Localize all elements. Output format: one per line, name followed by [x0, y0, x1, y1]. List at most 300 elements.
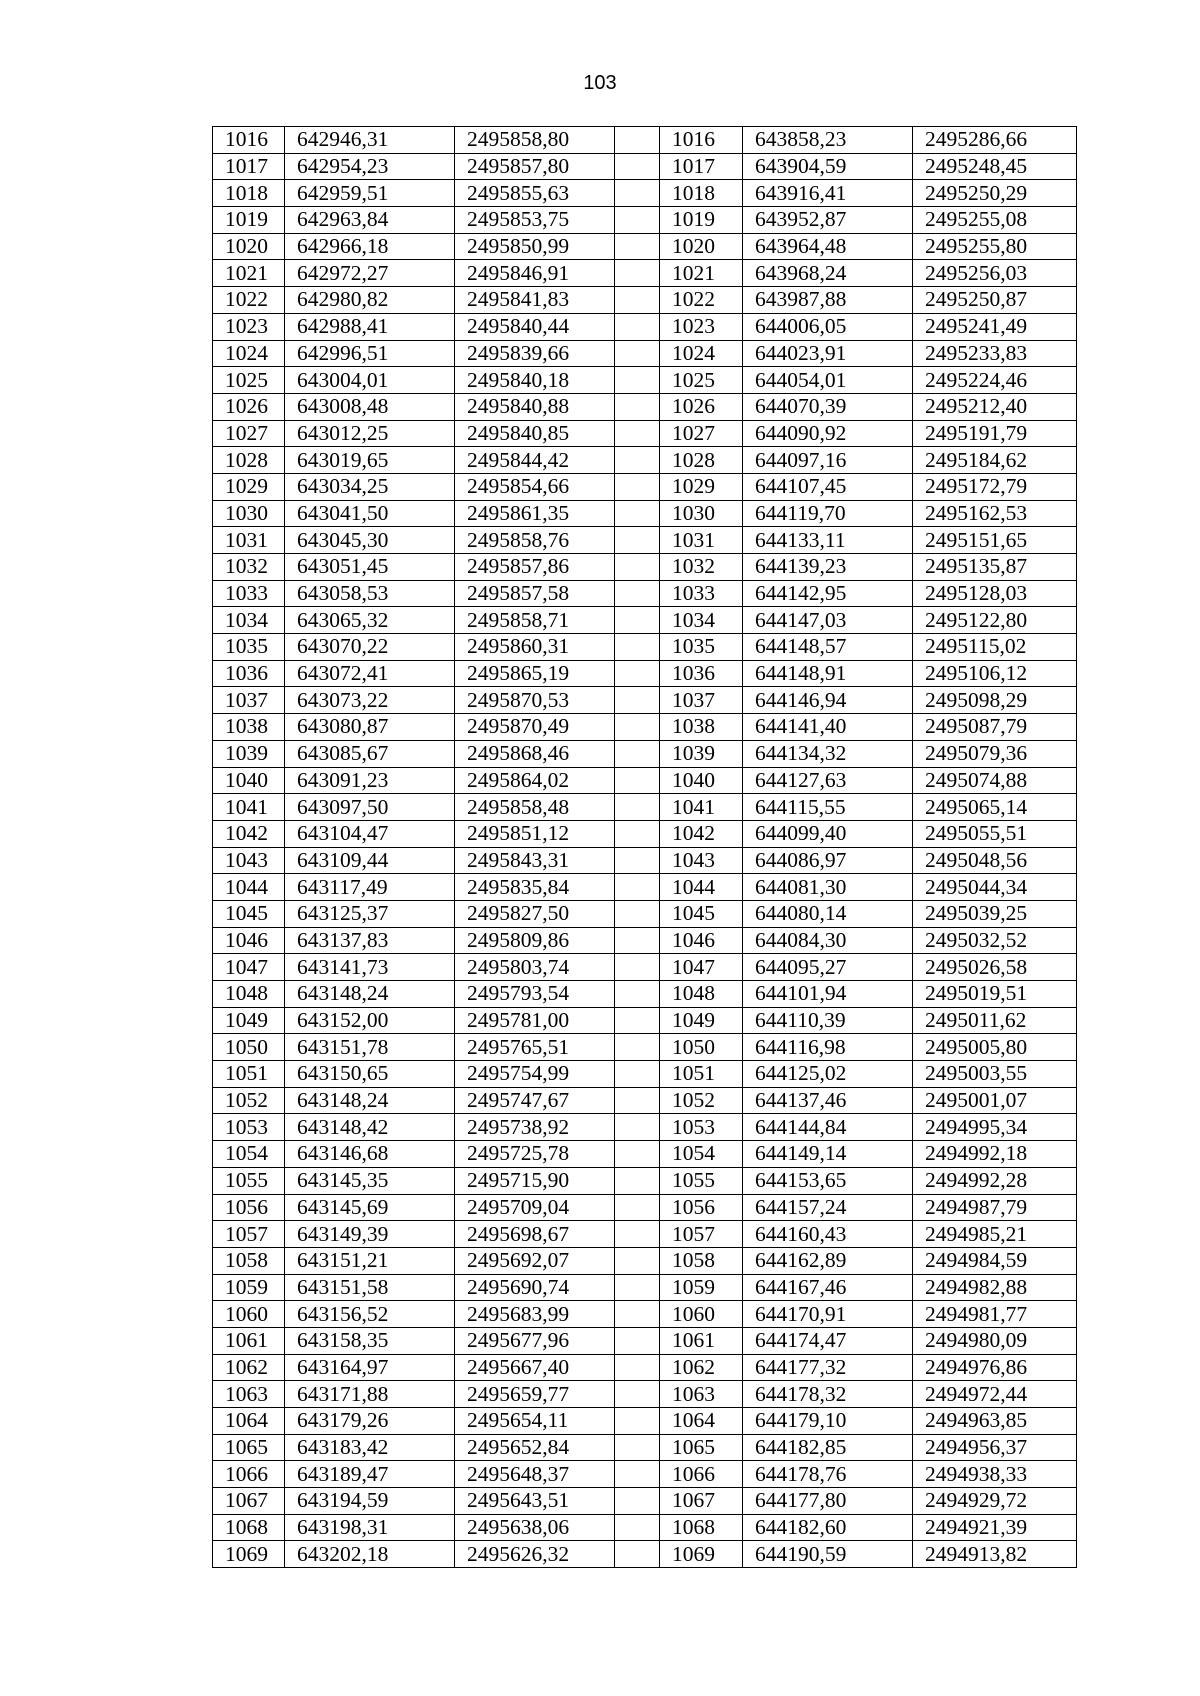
left-x-coordinate-cell: 643058,53	[285, 580, 455, 607]
table-row	[213, 1488, 1077, 1515]
right-point-number-cell: 1040	[660, 767, 743, 794]
left-y-coordinate-cell: 2495857,80	[455, 153, 615, 180]
right-point-number-cell: 1017	[660, 153, 743, 180]
right-point-number-cell: 1057	[660, 1221, 743, 1248]
left-x-coordinate-cell: 642988,41	[285, 313, 455, 340]
right-y-coordinate-cell: 2494992,28	[913, 1167, 1077, 1194]
right-point-number-cell: 1024	[660, 340, 743, 367]
right-x-coordinate-cell: 644148,91	[743, 660, 913, 687]
left-point-number-cell: 1051	[213, 1061, 285, 1088]
right-x-coordinate-cell: 644084,30	[743, 927, 913, 954]
right-y-coordinate-cell: 2495256,03	[913, 260, 1077, 287]
spacer-cell	[615, 660, 660, 687]
left-point-number-cell: 1021	[213, 260, 285, 287]
left-y-coordinate-cell: 2495840,18	[455, 367, 615, 394]
left-x-coordinate-cell: 643183,42	[285, 1434, 455, 1461]
right-x-coordinate-cell: 644086,97	[743, 847, 913, 874]
right-x-coordinate-cell: 644090,92	[743, 420, 913, 447]
left-x-coordinate-cell: 643004,01	[285, 367, 455, 394]
left-x-coordinate-cell: 642996,51	[285, 340, 455, 367]
left-point-number-cell: 1026	[213, 393, 285, 420]
left-point-number-cell: 1037	[213, 687, 285, 714]
coordinates-table-body	[213, 127, 1077, 1568]
left-x-coordinate-cell: 643164,97	[285, 1354, 455, 1381]
left-y-coordinate-cell: 2495870,49	[455, 714, 615, 741]
left-y-coordinate-cell: 2495851,12	[455, 820, 615, 847]
table-row	[213, 447, 1077, 474]
table-row	[213, 1461, 1077, 1488]
left-x-coordinate-cell: 643051,45	[285, 554, 455, 581]
spacer-cell	[615, 900, 660, 927]
table-row	[213, 1434, 1077, 1461]
spacer-cell	[615, 1141, 660, 1168]
left-point-number-cell: 1038	[213, 714, 285, 741]
left-point-number-cell: 1049	[213, 1007, 285, 1034]
spacer-cell	[615, 287, 660, 314]
spacer-cell	[615, 500, 660, 527]
left-point-number-cell: 1025	[213, 367, 285, 394]
spacer-cell	[615, 927, 660, 954]
right-point-number-cell: 1019	[660, 207, 743, 234]
right-y-coordinate-cell: 2495224,46	[913, 367, 1077, 394]
left-y-coordinate-cell: 2495754,99	[455, 1061, 615, 1088]
right-x-coordinate-cell: 644182,85	[743, 1434, 913, 1461]
left-y-coordinate-cell: 2495854,66	[455, 473, 615, 500]
left-y-coordinate-cell: 2495738,92	[455, 1114, 615, 1141]
left-y-coordinate-cell: 2495781,00	[455, 1007, 615, 1034]
spacer-cell	[615, 367, 660, 394]
left-point-number-cell: 1017	[213, 153, 285, 180]
left-y-coordinate-cell: 2495857,86	[455, 554, 615, 581]
left-x-coordinate-cell: 643171,88	[285, 1381, 455, 1408]
right-point-number-cell: 1034	[660, 607, 743, 634]
table-row	[213, 740, 1077, 767]
spacer-cell	[615, 1274, 660, 1301]
left-point-number-cell: 1032	[213, 554, 285, 581]
left-point-number-cell: 1062	[213, 1354, 285, 1381]
spacer-cell	[615, 1301, 660, 1328]
right-y-coordinate-cell: 2494981,77	[913, 1301, 1077, 1328]
right-y-coordinate-cell: 2495151,65	[913, 527, 1077, 554]
left-y-coordinate-cell: 2495638,06	[455, 1514, 615, 1541]
right-y-coordinate-cell: 2494984,59	[913, 1247, 1077, 1274]
right-x-coordinate-cell: 644119,70	[743, 500, 913, 527]
table-row	[213, 874, 1077, 901]
page-number: 103	[583, 72, 617, 94]
spacer-cell	[615, 473, 660, 500]
table-row	[213, 127, 1077, 154]
table-row	[213, 847, 1077, 874]
left-y-coordinate-cell: 2495747,67	[455, 1087, 615, 1114]
right-x-coordinate-cell: 644101,94	[743, 981, 913, 1008]
left-y-coordinate-cell: 2495844,42	[455, 447, 615, 474]
left-x-coordinate-cell: 643109,44	[285, 847, 455, 874]
left-x-coordinate-cell: 643141,73	[285, 954, 455, 981]
left-point-number-cell: 1020	[213, 233, 285, 260]
right-point-number-cell: 1045	[660, 900, 743, 927]
right-x-coordinate-cell: 644148,57	[743, 634, 913, 661]
left-point-number-cell: 1058	[213, 1247, 285, 1274]
table-row	[213, 954, 1077, 981]
left-y-coordinate-cell: 2495841,83	[455, 287, 615, 314]
table-row	[213, 1354, 1077, 1381]
left-point-number-cell: 1027	[213, 420, 285, 447]
table-row	[213, 981, 1077, 1008]
table-row	[213, 367, 1077, 394]
spacer-cell	[615, 393, 660, 420]
left-point-number-cell: 1046	[213, 927, 285, 954]
left-point-number-cell: 1036	[213, 660, 285, 687]
table-row	[213, 900, 1077, 927]
right-x-coordinate-cell: 644190,59	[743, 1541, 913, 1568]
left-x-coordinate-cell: 643146,68	[285, 1141, 455, 1168]
right-point-number-cell: 1059	[660, 1274, 743, 1301]
right-point-number-cell: 1068	[660, 1514, 743, 1541]
right-x-coordinate-cell: 644116,98	[743, 1034, 913, 1061]
left-x-coordinate-cell: 643158,35	[285, 1327, 455, 1354]
right-y-coordinate-cell: 2495003,55	[913, 1061, 1077, 1088]
spacer-cell	[615, 1247, 660, 1274]
right-x-coordinate-cell: 644174,47	[743, 1327, 913, 1354]
left-x-coordinate-cell: 643198,31	[285, 1514, 455, 1541]
right-x-coordinate-cell: 644146,94	[743, 687, 913, 714]
right-point-number-cell: 1050	[660, 1034, 743, 1061]
left-y-coordinate-cell: 2495648,37	[455, 1461, 615, 1488]
left-x-coordinate-cell: 643156,52	[285, 1301, 455, 1328]
right-x-coordinate-cell: 644006,05	[743, 313, 913, 340]
left-point-number-cell: 1067	[213, 1488, 285, 1515]
table-row	[213, 1247, 1077, 1274]
spacer-cell	[615, 180, 660, 207]
right-point-number-cell: 1043	[660, 847, 743, 874]
spacer-cell	[615, 1408, 660, 1435]
spacer-cell	[615, 447, 660, 474]
left-point-number-cell: 1035	[213, 634, 285, 661]
left-x-coordinate-cell: 643072,41	[285, 660, 455, 687]
left-point-number-cell: 1040	[213, 767, 285, 794]
left-point-number-cell: 1053	[213, 1114, 285, 1141]
left-x-coordinate-cell: 643045,30	[285, 527, 455, 554]
right-point-number-cell: 1056	[660, 1194, 743, 1221]
right-y-coordinate-cell: 2495106,12	[913, 660, 1077, 687]
table-row	[213, 527, 1077, 554]
left-x-coordinate-cell: 643073,22	[285, 687, 455, 714]
left-x-coordinate-cell: 642972,27	[285, 260, 455, 287]
right-point-number-cell: 1044	[660, 874, 743, 901]
right-point-number-cell: 1039	[660, 740, 743, 767]
left-point-number-cell: 1018	[213, 180, 285, 207]
spacer-cell	[615, 1461, 660, 1488]
left-point-number-cell: 1068	[213, 1514, 285, 1541]
left-x-coordinate-cell: 643012,25	[285, 420, 455, 447]
right-x-coordinate-cell: 644081,30	[743, 874, 913, 901]
left-x-coordinate-cell: 643148,42	[285, 1114, 455, 1141]
spacer-cell	[615, 1087, 660, 1114]
right-y-coordinate-cell: 2494938,33	[913, 1461, 1077, 1488]
left-point-number-cell: 1033	[213, 580, 285, 607]
left-point-number-cell: 1056	[213, 1194, 285, 1221]
left-point-number-cell: 1030	[213, 500, 285, 527]
table-row	[213, 660, 1077, 687]
left-x-coordinate-cell: 643070,22	[285, 634, 455, 661]
left-y-coordinate-cell: 2495840,44	[455, 313, 615, 340]
table-row	[213, 687, 1077, 714]
left-point-number-cell: 1043	[213, 847, 285, 874]
right-point-number-cell: 1063	[660, 1381, 743, 1408]
right-y-coordinate-cell: 2495255,08	[913, 207, 1077, 234]
left-x-coordinate-cell: 643041,50	[285, 500, 455, 527]
left-x-coordinate-cell: 643080,87	[285, 714, 455, 741]
right-y-coordinate-cell: 2495191,79	[913, 420, 1077, 447]
left-y-coordinate-cell: 2495840,88	[455, 393, 615, 420]
left-x-coordinate-cell: 643085,67	[285, 740, 455, 767]
right-x-coordinate-cell: 644160,43	[743, 1221, 913, 1248]
right-x-coordinate-cell: 644142,95	[743, 580, 913, 607]
table-row	[213, 233, 1077, 260]
table-row	[213, 794, 1077, 821]
left-point-number-cell: 1028	[213, 447, 285, 474]
right-x-coordinate-cell: 644144,84	[743, 1114, 913, 1141]
right-y-coordinate-cell: 2495248,45	[913, 153, 1077, 180]
spacer-cell	[615, 1194, 660, 1221]
right-y-coordinate-cell: 2494982,88	[913, 1274, 1077, 1301]
right-x-coordinate-cell: 643858,23	[743, 127, 913, 154]
table-row	[213, 1007, 1077, 1034]
right-y-coordinate-cell: 2495074,88	[913, 767, 1077, 794]
left-point-number-cell: 1064	[213, 1408, 285, 1435]
left-y-coordinate-cell: 2495858,48	[455, 794, 615, 821]
right-x-coordinate-cell: 644107,45	[743, 473, 913, 500]
left-point-number-cell: 1024	[213, 340, 285, 367]
left-point-number-cell: 1016	[213, 127, 285, 154]
spacer-cell	[615, 527, 660, 554]
right-y-coordinate-cell: 2495098,29	[913, 687, 1077, 714]
left-y-coordinate-cell: 2495864,02	[455, 767, 615, 794]
left-x-coordinate-cell: 643151,58	[285, 1274, 455, 1301]
left-point-number-cell: 1057	[213, 1221, 285, 1248]
right-point-number-cell: 1067	[660, 1488, 743, 1515]
left-y-coordinate-cell: 2495709,04	[455, 1194, 615, 1221]
right-y-coordinate-cell: 2494913,82	[913, 1541, 1077, 1568]
left-x-coordinate-cell: 642980,82	[285, 287, 455, 314]
right-x-coordinate-cell: 644139,23	[743, 554, 913, 581]
left-point-number-cell: 1054	[213, 1141, 285, 1168]
spacer-cell	[615, 1434, 660, 1461]
left-x-coordinate-cell: 643019,65	[285, 447, 455, 474]
right-x-coordinate-cell: 644178,76	[743, 1461, 913, 1488]
right-y-coordinate-cell: 2494956,37	[913, 1434, 1077, 1461]
spacer-cell	[615, 954, 660, 981]
right-y-coordinate-cell: 2495212,40	[913, 393, 1077, 420]
right-y-coordinate-cell: 2494929,72	[913, 1488, 1077, 1515]
table-row	[213, 607, 1077, 634]
right-point-number-cell: 1031	[660, 527, 743, 554]
left-y-coordinate-cell: 2495626,32	[455, 1541, 615, 1568]
left-x-coordinate-cell: 643148,24	[285, 1087, 455, 1114]
right-point-number-cell: 1029	[660, 473, 743, 500]
table-row	[213, 180, 1077, 207]
table-row	[213, 714, 1077, 741]
left-x-coordinate-cell: 643104,47	[285, 820, 455, 847]
right-point-number-cell: 1030	[660, 500, 743, 527]
table-row	[213, 1167, 1077, 1194]
left-x-coordinate-cell: 643145,35	[285, 1167, 455, 1194]
left-y-coordinate-cell: 2495858,76	[455, 527, 615, 554]
right-y-coordinate-cell: 2495233,83	[913, 340, 1077, 367]
left-y-coordinate-cell: 2495793,54	[455, 981, 615, 1008]
right-x-coordinate-cell: 644141,40	[743, 714, 913, 741]
left-point-number-cell: 1069	[213, 1541, 285, 1568]
right-point-number-cell: 1051	[660, 1061, 743, 1088]
right-point-number-cell: 1058	[660, 1247, 743, 1274]
right-point-number-cell: 1055	[660, 1167, 743, 1194]
right-y-coordinate-cell: 2495055,51	[913, 820, 1077, 847]
right-point-number-cell: 1037	[660, 687, 743, 714]
left-x-coordinate-cell: 642954,23	[285, 153, 455, 180]
left-y-coordinate-cell: 2495659,77	[455, 1381, 615, 1408]
left-point-number-cell: 1039	[213, 740, 285, 767]
right-x-coordinate-cell: 644099,40	[743, 820, 913, 847]
right-y-coordinate-cell: 2494995,34	[913, 1114, 1077, 1141]
left-x-coordinate-cell: 642946,31	[285, 127, 455, 154]
right-point-number-cell: 1021	[660, 260, 743, 287]
right-point-number-cell: 1018	[660, 180, 743, 207]
table-row	[213, 1301, 1077, 1328]
left-y-coordinate-cell: 2495715,90	[455, 1167, 615, 1194]
right-x-coordinate-cell: 644178,32	[743, 1381, 913, 1408]
left-y-coordinate-cell: 2495865,19	[455, 660, 615, 687]
right-x-coordinate-cell: 643952,87	[743, 207, 913, 234]
right-point-number-cell: 1025	[660, 367, 743, 394]
left-x-coordinate-cell: 643149,39	[285, 1221, 455, 1248]
left-point-number-cell: 1044	[213, 874, 285, 901]
spacer-cell	[615, 1514, 660, 1541]
right-point-number-cell: 1028	[660, 447, 743, 474]
right-point-number-cell: 1065	[660, 1434, 743, 1461]
left-point-number-cell: 1034	[213, 607, 285, 634]
spacer-cell	[615, 580, 660, 607]
right-y-coordinate-cell: 2495079,36	[913, 740, 1077, 767]
left-x-coordinate-cell: 643152,00	[285, 1007, 455, 1034]
right-point-number-cell: 1066	[660, 1461, 743, 1488]
right-point-number-cell: 1032	[660, 554, 743, 581]
table-row	[213, 153, 1077, 180]
left-y-coordinate-cell: 2495654,11	[455, 1408, 615, 1435]
table-row	[213, 473, 1077, 500]
left-y-coordinate-cell: 2495853,75	[455, 207, 615, 234]
left-x-coordinate-cell: 642963,84	[285, 207, 455, 234]
table-row	[213, 1221, 1077, 1248]
right-x-coordinate-cell: 644153,65	[743, 1167, 913, 1194]
left-y-coordinate-cell: 2495643,51	[455, 1488, 615, 1515]
left-point-number-cell: 1047	[213, 954, 285, 981]
left-x-coordinate-cell: 643097,50	[285, 794, 455, 821]
left-point-number-cell: 1048	[213, 981, 285, 1008]
right-point-number-cell: 1069	[660, 1541, 743, 1568]
right-y-coordinate-cell: 2494921,39	[913, 1514, 1077, 1541]
right-point-number-cell: 1036	[660, 660, 743, 687]
left-y-coordinate-cell: 2495725,78	[455, 1141, 615, 1168]
right-point-number-cell: 1061	[660, 1327, 743, 1354]
spacer-cell	[615, 740, 660, 767]
right-y-coordinate-cell: 2495128,03	[913, 580, 1077, 607]
left-x-coordinate-cell: 643125,37	[285, 900, 455, 927]
spacer-cell	[615, 313, 660, 340]
left-x-coordinate-cell: 643202,18	[285, 1541, 455, 1568]
right-y-coordinate-cell: 2494976,86	[913, 1354, 1077, 1381]
right-y-coordinate-cell: 2495011,62	[913, 1007, 1077, 1034]
left-point-number-cell: 1023	[213, 313, 285, 340]
right-point-number-cell: 1026	[660, 393, 743, 420]
right-y-coordinate-cell: 2495087,79	[913, 714, 1077, 741]
right-x-coordinate-cell: 644054,01	[743, 367, 913, 394]
spacer-cell	[615, 1114, 660, 1141]
right-x-coordinate-cell: 644110,39	[743, 1007, 913, 1034]
spacer-cell	[615, 1167, 660, 1194]
right-x-coordinate-cell: 644167,46	[743, 1274, 913, 1301]
right-y-coordinate-cell: 2495001,07	[913, 1087, 1077, 1114]
right-y-coordinate-cell: 2495026,58	[913, 954, 1077, 981]
left-y-coordinate-cell: 2495850,99	[455, 233, 615, 260]
left-point-number-cell: 1029	[213, 473, 285, 500]
right-x-coordinate-cell: 644125,02	[743, 1061, 913, 1088]
right-point-number-cell: 1062	[660, 1354, 743, 1381]
table-row	[213, 420, 1077, 447]
table-row	[213, 500, 1077, 527]
table-row	[213, 1061, 1077, 1088]
right-x-coordinate-cell: 644162,89	[743, 1247, 913, 1274]
right-y-coordinate-cell: 2495115,02	[913, 634, 1077, 661]
spacer-cell	[615, 847, 660, 874]
right-point-number-cell: 1049	[660, 1007, 743, 1034]
right-x-coordinate-cell: 644182,60	[743, 1514, 913, 1541]
table-row	[213, 820, 1077, 847]
right-point-number-cell: 1023	[660, 313, 743, 340]
left-point-number-cell: 1042	[213, 820, 285, 847]
table-row	[213, 1194, 1077, 1221]
right-y-coordinate-cell: 2495122,80	[913, 607, 1077, 634]
right-y-coordinate-cell: 2494987,79	[913, 1194, 1077, 1221]
spacer-cell	[615, 260, 660, 287]
spacer-cell	[615, 1007, 660, 1034]
spacer-cell	[615, 207, 660, 234]
spacer-cell	[615, 714, 660, 741]
spacer-cell	[615, 1541, 660, 1568]
left-y-coordinate-cell: 2495870,53	[455, 687, 615, 714]
right-x-coordinate-cell: 644133,11	[743, 527, 913, 554]
table-row	[213, 580, 1077, 607]
table-row	[213, 260, 1077, 287]
right-y-coordinate-cell: 2495250,87	[913, 287, 1077, 314]
right-x-coordinate-cell: 643904,59	[743, 153, 913, 180]
right-point-number-cell: 1047	[660, 954, 743, 981]
spacer-cell	[615, 981, 660, 1008]
right-point-number-cell: 1046	[660, 927, 743, 954]
left-y-coordinate-cell: 2495677,96	[455, 1327, 615, 1354]
right-x-coordinate-cell: 644134,32	[743, 740, 913, 767]
left-y-coordinate-cell: 2495860,31	[455, 634, 615, 661]
spacer-cell	[615, 634, 660, 661]
left-y-coordinate-cell: 2495690,74	[455, 1274, 615, 1301]
left-x-coordinate-cell: 642966,18	[285, 233, 455, 260]
left-x-coordinate-cell: 643034,25	[285, 473, 455, 500]
left-y-coordinate-cell: 2495855,63	[455, 180, 615, 207]
right-y-coordinate-cell: 2495135,87	[913, 554, 1077, 581]
right-x-coordinate-cell: 644095,27	[743, 954, 913, 981]
right-point-number-cell: 1027	[660, 420, 743, 447]
spacer-cell	[615, 554, 660, 581]
right-y-coordinate-cell: 2495241,49	[913, 313, 1077, 340]
